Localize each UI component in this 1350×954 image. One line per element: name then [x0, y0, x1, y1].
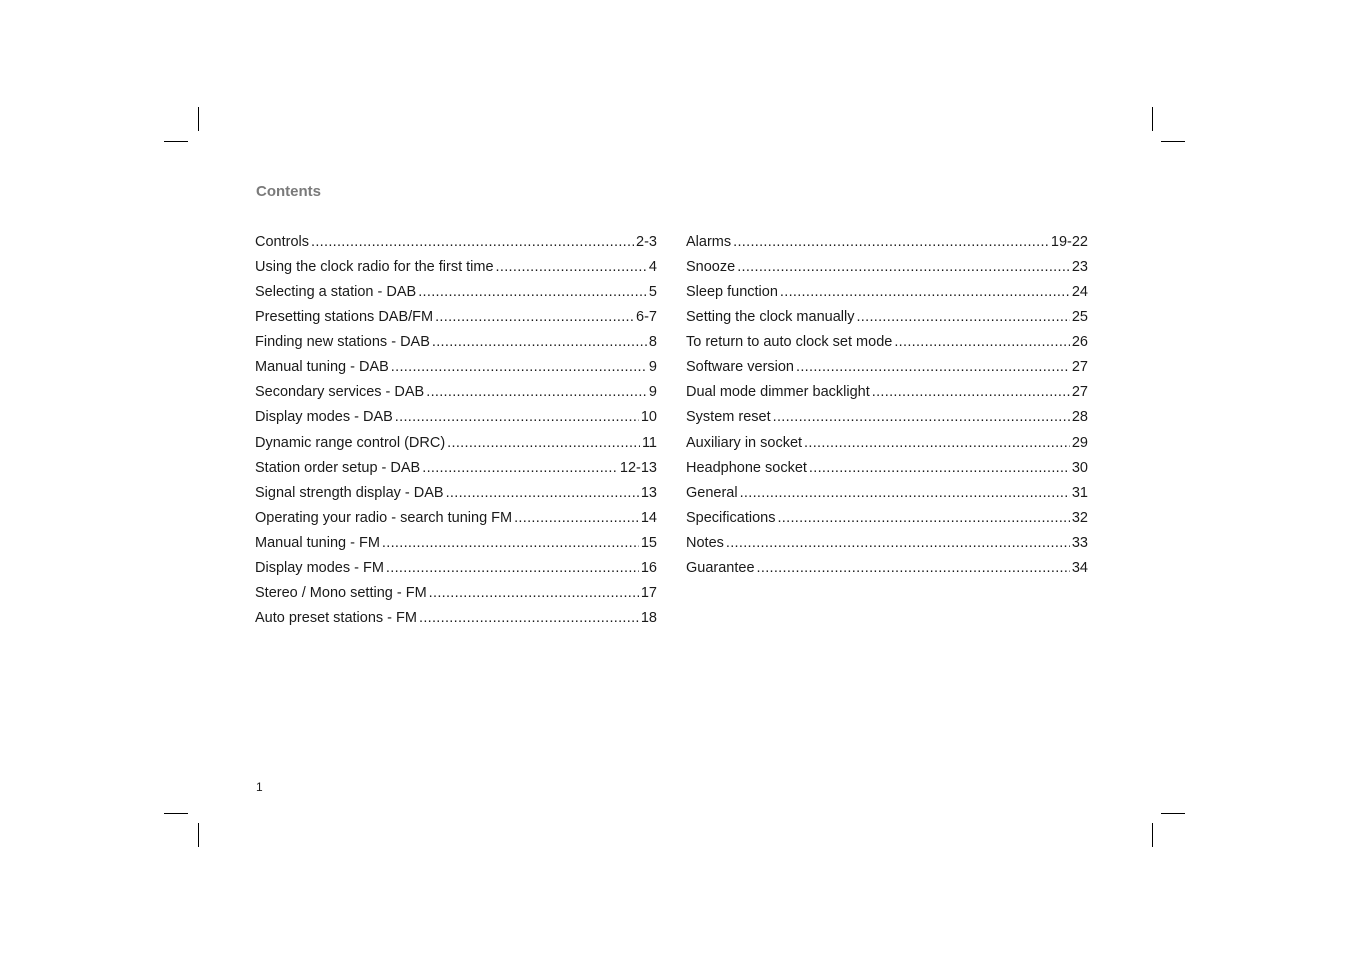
toc-entry-label: Dual mode dimmer backlight	[686, 384, 870, 401]
toc-dot-leader	[737, 256, 1070, 278]
toc-entry[interactable]	[255, 381, 657, 406]
crop-mark-top-left-horizontal	[164, 141, 188, 142]
toc-entry-label: Finding new stations - DAB	[255, 334, 430, 351]
toc-dot-leader	[422, 457, 618, 479]
crop-mark-top-right-vertical	[1152, 107, 1153, 131]
toc-entry[interactable]	[686, 281, 1088, 306]
toc-entry-label: Operating your radio - search tuning FM	[255, 509, 513, 526]
toc-entry-label: Headphone socket	[686, 459, 807, 476]
toc-entry[interactable]	[686, 356, 1088, 381]
toc-dot-leader	[780, 281, 1070, 303]
toc-dot-leader	[432, 331, 647, 353]
toc-entry[interactable]	[255, 532, 657, 557]
toc-entry-page: 9	[648, 359, 657, 376]
toc-entry-page: 26	[1071, 334, 1088, 351]
toc-entry-page: 18	[640, 609, 657, 626]
toc-entry[interactable]	[255, 256, 657, 281]
toc-entry-label: Alarms	[686, 234, 732, 250]
toc-entry-label: Notes	[686, 534, 724, 551]
table-of-contents-right-column	[686, 231, 1088, 582]
toc-entry-page: 17	[640, 584, 657, 601]
toc-entry[interactable]	[686, 532, 1088, 557]
toc-entry[interactable]	[686, 557, 1088, 582]
toc-entry-page: 27	[1071, 359, 1088, 376]
toc-dot-leader	[419, 607, 639, 629]
toc-entry-label: Signal strength display - DAB	[255, 484, 444, 501]
toc-entry-page: 16	[640, 559, 657, 576]
toc-entry-label: General	[686, 484, 738, 501]
toc-entry-page: 24	[1071, 284, 1088, 301]
crop-mark-bottom-right-vertical	[1152, 823, 1153, 847]
toc-entry[interactable]	[255, 557, 657, 582]
toc-entry[interactable]	[255, 457, 657, 482]
toc-entry-page: 12-13	[619, 459, 657, 476]
toc-dot-leader	[796, 356, 1070, 378]
crop-mark-top-left-vertical	[198, 107, 199, 131]
toc-entry[interactable]	[686, 482, 1088, 507]
toc-entry[interactable]	[255, 356, 657, 381]
toc-entry-label: Manual tuning - DAB	[255, 359, 389, 376]
toc-entry[interactable]	[686, 507, 1088, 532]
toc-entry[interactable]	[255, 582, 657, 607]
toc-dot-leader	[757, 557, 1070, 579]
toc-dot-leader	[395, 406, 639, 428]
toc-entry[interactable]	[255, 406, 657, 431]
toc-dot-leader	[496, 256, 647, 278]
toc-dot-leader	[446, 482, 639, 504]
toc-dot-leader	[809, 457, 1070, 479]
toc-entry[interactable]	[686, 231, 1088, 256]
toc-entry[interactable]	[255, 306, 657, 331]
toc-entry-page: 13	[640, 484, 657, 501]
toc-dot-leader	[426, 381, 647, 403]
toc-entry[interactable]	[255, 607, 657, 632]
crop-mark-bottom-right-horizontal	[1161, 813, 1185, 814]
toc-dot-leader	[777, 507, 1069, 529]
toc-entry[interactable]	[686, 256, 1088, 281]
toc-entry[interactable]	[255, 507, 657, 532]
toc-entry-page: 19-22	[1050, 234, 1088, 250]
toc-entry-page: 11	[641, 434, 657, 451]
toc-entry-page: 23	[1071, 259, 1088, 276]
crop-mark-top-right-horizontal	[1161, 141, 1185, 142]
toc-entry-page: 10	[640, 409, 657, 426]
toc-entry-page: 29	[1071, 434, 1088, 451]
toc-entry-label: Selecting a station - DAB	[255, 284, 417, 301]
toc-entry-label: Snooze	[686, 259, 736, 276]
toc-dot-leader	[773, 406, 1070, 428]
toc-entry-label: Station order setup - DAB	[255, 459, 421, 476]
toc-entry-page: 5	[648, 284, 657, 301]
toc-entry-label: Display modes - FM	[255, 559, 384, 576]
toc-entry-label: Presetting stations DAB/FM	[255, 309, 434, 326]
toc-entry-page: 8	[648, 334, 657, 351]
toc-dot-leader	[726, 532, 1070, 554]
toc-entry-page: 14	[640, 509, 657, 526]
toc-entry-page: 34	[1071, 559, 1088, 576]
toc-entry-page: 6-7	[636, 309, 657, 326]
toc-dot-leader	[386, 557, 639, 579]
crop-mark-bottom-left-vertical	[198, 823, 199, 847]
toc-dot-leader	[894, 331, 1070, 353]
toc-entry-label: To return to auto clock set mode	[686, 334, 893, 351]
toc-entry[interactable]	[686, 381, 1088, 406]
toc-entry[interactable]	[686, 306, 1088, 331]
toc-entry-label: Auto preset stations - FM	[255, 609, 417, 626]
toc-entry-label: Stereo / Mono setting - FM	[255, 584, 427, 601]
toc-entry-label: Auxiliary in socket	[686, 434, 803, 451]
toc-dot-leader	[872, 381, 1070, 403]
toc-entry[interactable]	[686, 432, 1088, 457]
toc-entry[interactable]	[686, 406, 1088, 431]
toc-entry-label: Controls	[255, 234, 309, 250]
toc-dot-leader	[856, 306, 1069, 328]
toc-entry-label: Using the clock radio for the first time	[255, 259, 494, 276]
toc-dot-leader	[435, 306, 634, 328]
toc-entry[interactable]	[686, 331, 1088, 356]
toc-dot-leader	[391, 356, 647, 378]
toc-entry-page: 25	[1071, 309, 1088, 326]
page-number: 1	[256, 780, 263, 794]
toc-entry-page: 28	[1071, 409, 1088, 426]
crop-mark-bottom-left-horizontal	[164, 813, 188, 814]
toc-dot-leader	[733, 231, 1049, 253]
toc-entry[interactable]	[255, 231, 657, 256]
toc-entry-page: 31	[1071, 484, 1088, 501]
toc-entry-label: Sleep function	[686, 284, 778, 301]
toc-entry-label: Software version	[686, 359, 794, 376]
toc-entry-label: Guarantee	[686, 559, 755, 576]
toc-dot-leader	[447, 432, 640, 454]
contents-heading: Contents	[256, 183, 321, 200]
toc-entry-page: 15	[640, 534, 657, 551]
toc-entry-page: 30	[1071, 459, 1088, 476]
toc-entry-page: 2-3	[636, 234, 657, 250]
toc-entry-page: 9	[648, 384, 657, 401]
toc-dot-leader	[514, 507, 639, 529]
toc-entry[interactable]	[255, 482, 657, 507]
toc-entry-label: Setting the clock manually	[686, 309, 855, 326]
table-of-contents-left-column	[255, 231, 657, 632]
toc-entry-label: Manual tuning - FM	[255, 534, 380, 551]
toc-dot-leader	[418, 281, 647, 303]
toc-entry-label: Secondary services - DAB	[255, 384, 425, 401]
toc-dot-leader	[382, 532, 639, 554]
toc-entry-label: System reset	[686, 409, 771, 426]
toc-entry-page: 33	[1071, 534, 1088, 551]
toc-entry-label: Specifications	[686, 509, 776, 526]
toc-entry-label: Display modes - DAB	[255, 409, 393, 426]
toc-entry[interactable]	[255, 432, 657, 457]
toc-dot-leader	[429, 582, 639, 604]
toc-entry[interactable]	[255, 281, 657, 306]
toc-dot-leader	[740, 482, 1070, 504]
toc-entry-label: Dynamic range control (DRC)	[255, 434, 446, 451]
toc-entry-page: 4	[648, 259, 657, 276]
toc-entry-page: 32	[1071, 509, 1088, 526]
toc-dot-leader	[804, 432, 1070, 454]
toc-entry-page: 27	[1071, 384, 1088, 401]
toc-dot-leader	[311, 231, 634, 253]
toc-entry[interactable]	[686, 457, 1088, 482]
toc-entry[interactable]	[255, 331, 657, 356]
